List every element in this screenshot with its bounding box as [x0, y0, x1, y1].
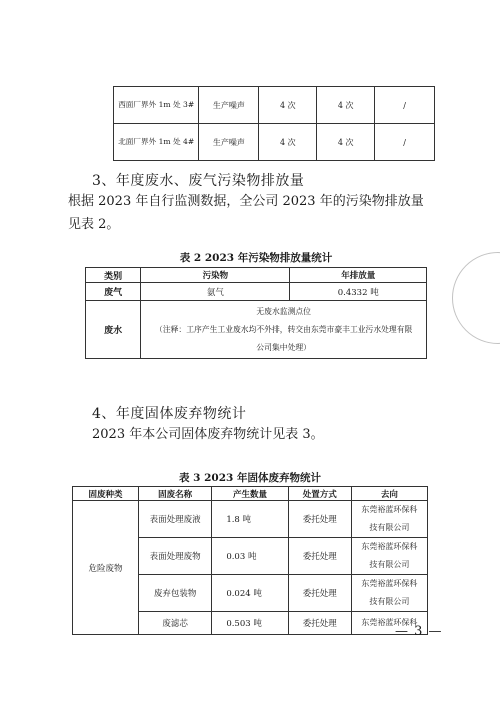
wastewater-note-cell — [141, 301, 427, 359]
amount-cell: 0.024 吨 — [212, 575, 288, 612]
pollutant-cell: 氨气 — [141, 283, 290, 301]
wastewater-note-line: （注释：工序产生工业废水均不外排，转交由东莞市豪丰工业污水处理有限 — [155, 324, 413, 334]
seal-stamp — [452, 252, 500, 344]
destination-line: 东莞裕蓝环保科 — [361, 618, 418, 627]
noise-monitoring-table — [113, 86, 435, 161]
waste-name-cell: 表面处理废液 — [138, 501, 211, 538]
column-header: 产生数量 — [212, 487, 288, 501]
section-3-paragraph-line-2: 见表 2。 — [68, 217, 120, 232]
destination-line: 技有限公司 — [369, 523, 410, 532]
method-cell: 委托处理 — [288, 501, 351, 538]
section-3-paragraph-line-1: 根据 2023 年自行监测数据，全公司 2023 年的污染物排放量 — [68, 194, 424, 209]
amount-cell: 0.503 吨 — [212, 612, 288, 635]
source-cell: 生产噪声 — [199, 87, 259, 124]
location-cell: 北面厂界外 1m 处 4# — [114, 124, 199, 161]
column-header: 固废名称 — [138, 487, 211, 501]
table-row — [86, 301, 427, 359]
method-cell: 委托处理 — [288, 575, 351, 612]
count-cell: 4 次 — [317, 87, 375, 124]
emissions-table — [85, 267, 427, 359]
destination-line: 技有限公司 — [369, 560, 410, 569]
destination-cell — [351, 501, 427, 538]
amount-cell: 0.4332 吨 — [290, 283, 427, 301]
destination-line: 东莞裕蓝环保科 — [361, 505, 418, 514]
waste-name-cell: 表面处理废物 — [138, 538, 211, 575]
category-cell: 废水 — [86, 301, 141, 359]
section-4-paragraph: 2023 年本公司固体废弃物统计见表 3。 — [92, 427, 324, 442]
table-row — [114, 124, 435, 161]
column-header: 年排放量 — [290, 268, 427, 283]
table-row — [114, 87, 435, 124]
count-cell: 4 次 — [259, 124, 317, 161]
method-cell: 委托处理 — [288, 538, 351, 575]
method-cell: 委托处理 — [288, 612, 351, 635]
column-header: 去向 — [351, 487, 427, 501]
table-header-row — [73, 487, 428, 501]
waste-category-cell: 危险废物 — [73, 501, 139, 635]
location-cell: 西面厂界外 1m 处 3# — [114, 87, 199, 124]
page-number: — 3 — — [395, 624, 443, 639]
section-3-heading: 3、年度废水、废气污染物排放量 — [92, 173, 305, 189]
column-header: 类别 — [86, 268, 141, 283]
note-cell: / — [375, 87, 435, 124]
section-4-heading: 4、年度固体废弃物统计 — [92, 406, 247, 422]
waste-name-cell: 废滤芯 — [138, 612, 211, 635]
wastewater-note-line: 无废水监测点位 — [256, 306, 311, 316]
wastewater-note-line: 公司集中处理） — [256, 342, 311, 352]
destination-cell — [351, 538, 427, 575]
waste-name-cell: 废弃包装物 — [138, 575, 211, 612]
note-cell: / — [375, 124, 435, 161]
destination-line: 东莞裕蓝环保科 — [361, 542, 418, 551]
column-header: 处置方式 — [288, 487, 351, 501]
destination-line: 东莞裕蓝环保科 — [361, 579, 418, 588]
count-cell: 4 次 — [259, 87, 317, 124]
table-row — [73, 501, 428, 538]
table-header-row — [86, 268, 427, 283]
column-header: 固废种类 — [73, 487, 139, 501]
destination-line: 技有限公司 — [369, 597, 410, 606]
table-2-caption: 表 2 2023 年污染物排放量统计 — [179, 252, 333, 264]
table-row — [86, 283, 427, 301]
source-cell: 生产噪声 — [199, 124, 259, 161]
count-cell: 4 次 — [317, 124, 375, 161]
table-3-caption: 表 3 2023 年固体废弃物统计 — [179, 472, 321, 484]
amount-cell: 1.8 吨 — [212, 501, 288, 538]
column-header: 污染物 — [141, 268, 290, 283]
category-cell: 废气 — [86, 283, 141, 301]
solid-waste-table — [72, 486, 428, 635]
destination-cell — [351, 575, 427, 612]
amount-cell: 0.03 吨 — [212, 538, 288, 575]
